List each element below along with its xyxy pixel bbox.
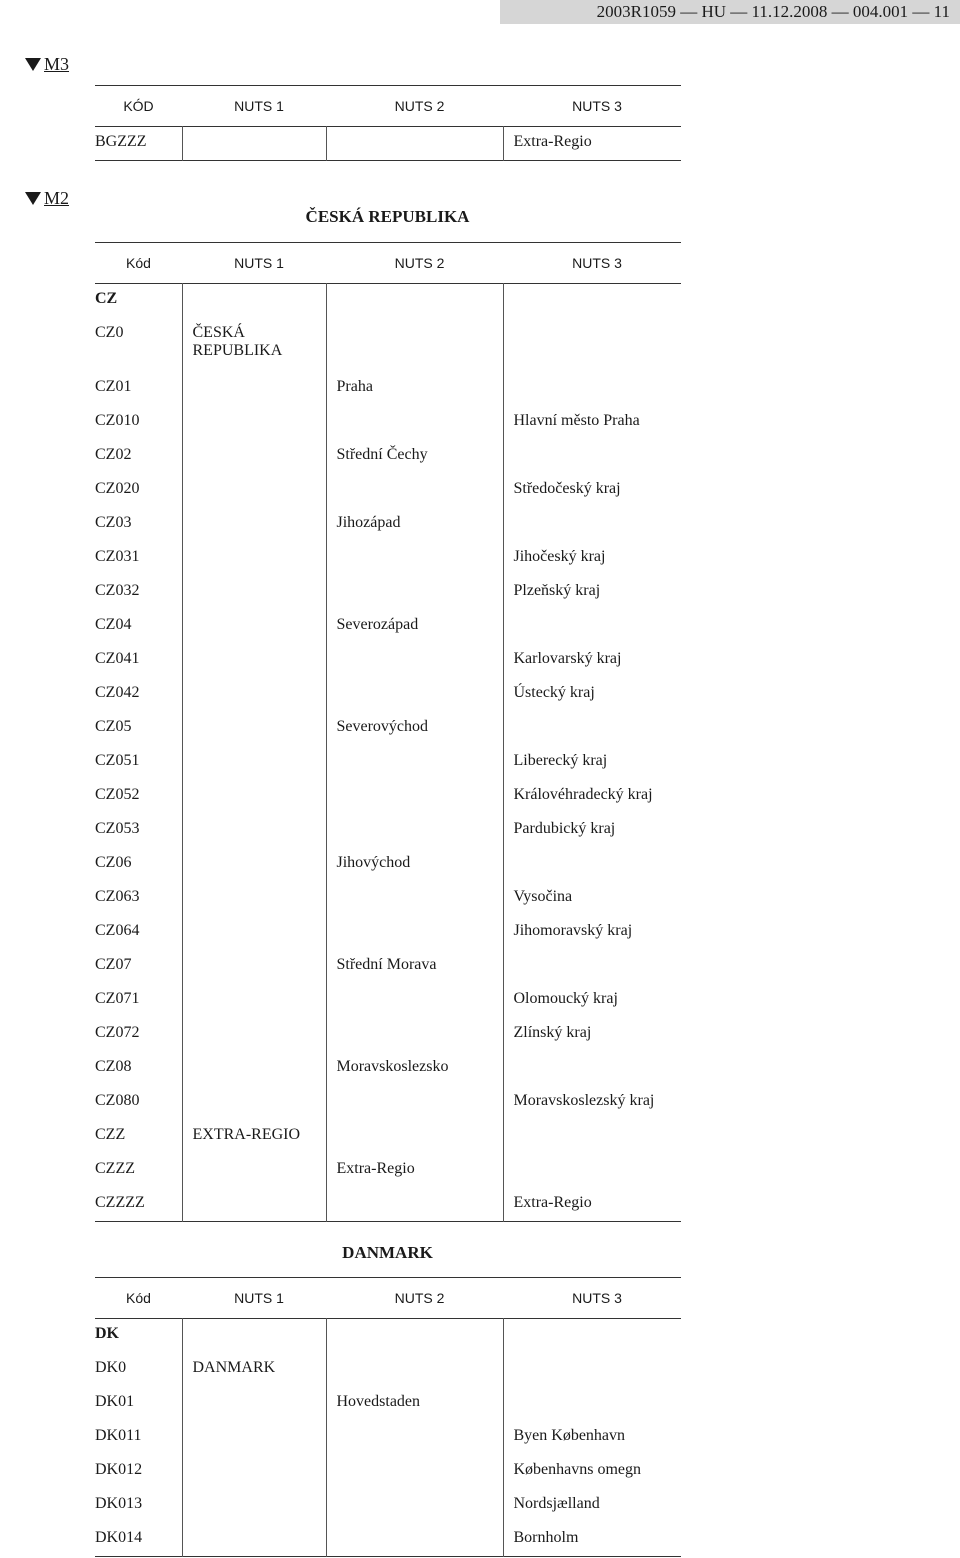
- nuts3-cell: Extra-Regio: [503, 1188, 681, 1222]
- code-cell: CZ01: [95, 377, 132, 395]
- table-row: [95, 916, 681, 950]
- column-header-nuts3: NUTS 3: [572, 1290, 622, 1306]
- nuts1-cell: [182, 542, 326, 576]
- table-row: [95, 814, 681, 848]
- nuts3-cell: [503, 1353, 681, 1387]
- nuts2-cell: Extra-Regio: [326, 1154, 503, 1188]
- table-row: [95, 678, 681, 712]
- nuts1-cell: [182, 712, 326, 746]
- nuts2-cell: [326, 746, 503, 780]
- code-cell: CZ031: [95, 547, 140, 565]
- nuts2-cell: [326, 284, 503, 318]
- nuts2-cell: Hovedstaden: [326, 1387, 503, 1421]
- column-header-code: Kód: [126, 1290, 151, 1306]
- code-cell: CZ06: [95, 853, 132, 871]
- table-m3: [95, 85, 681, 161]
- nuts2-cell: [326, 1489, 503, 1523]
- nuts3-cell: [503, 284, 681, 318]
- nuts1-cell: [182, 1455, 326, 1489]
- section-title-dk: DANMARK: [342, 1243, 433, 1262]
- nuts2-cell: [326, 814, 503, 848]
- table-row: [95, 848, 681, 882]
- table-row: [95, 1319, 681, 1353]
- nuts2-cell: [326, 644, 503, 678]
- nuts3-cell: Karlovarský kraj: [503, 644, 681, 678]
- nuts3-cell: Jihočeský kraj: [503, 542, 681, 576]
- nuts1-cell: [182, 950, 326, 984]
- nuts1-cell: [182, 127, 326, 161]
- table-row: [95, 1154, 681, 1188]
- nuts2-cell: Moravskoslezsko: [326, 1052, 503, 1086]
- code-cell: DK: [95, 1325, 119, 1342]
- nuts2-cell: [326, 916, 503, 950]
- code-cell: CZ080: [95, 1091, 140, 1109]
- table-cz: [95, 242, 681, 1222]
- nuts3-cell: [503, 1387, 681, 1421]
- nuts3-cell: [503, 610, 681, 644]
- table-row: [95, 1052, 681, 1086]
- code-cell: CZ: [95, 290, 118, 307]
- nuts1-cell: [182, 406, 326, 440]
- nuts3-cell: [503, 1319, 681, 1353]
- amendment-marker-m2: [25, 188, 69, 209]
- nuts3-cell: [503, 440, 681, 474]
- table-row: [95, 1421, 681, 1455]
- nuts1-cell: DANMARK: [182, 1353, 326, 1387]
- marker-label: M3: [44, 54, 70, 74]
- code-cell: CZ010: [95, 411, 140, 429]
- table-row: [95, 712, 681, 746]
- nuts3-cell: Nordsjælland: [503, 1489, 681, 1523]
- amendment-marker-m3: [25, 54, 69, 75]
- table-row: [95, 440, 681, 474]
- nuts3-cell: Vysočina: [503, 882, 681, 916]
- nuts3-cell: Extra-Regio: [503, 127, 681, 161]
- nuts3-cell: Liberecký kraj: [503, 746, 681, 780]
- table-row: [95, 950, 681, 984]
- code-cell: CZZZ: [95, 1159, 135, 1177]
- code-cell: CZ020: [95, 479, 140, 497]
- nuts2-cell: Praha: [326, 372, 503, 406]
- table-row: [95, 644, 681, 678]
- nuts1-cell: [182, 440, 326, 474]
- code-cell: CZ063: [95, 887, 140, 905]
- column-header-code: KÓD: [123, 98, 154, 114]
- page-header: [500, 0, 960, 24]
- code-cell: CZ05: [95, 717, 132, 735]
- code-cell: CZ032: [95, 581, 140, 599]
- table-dk: [95, 1277, 681, 1557]
- nuts2-cell: [326, 1353, 503, 1387]
- section-title-cz: ČESKÁ REPUBLIKA: [305, 207, 470, 226]
- nuts2-cell: [326, 474, 503, 508]
- code-cell: DK014: [95, 1528, 143, 1546]
- column-header-nuts2: NUTS 2: [394, 98, 445, 114]
- nuts3-cell: Královéhradecký kraj: [503, 780, 681, 814]
- nuts3-cell: Hlavní město Praha: [503, 406, 681, 440]
- nuts3-cell: [503, 508, 681, 542]
- column-header-nuts2: NUTS 2: [394, 1290, 445, 1306]
- code-cell: CZZ: [95, 1125, 126, 1143]
- nuts3-cell: [503, 848, 681, 882]
- table-row: [95, 127, 681, 161]
- nuts3-cell: Pardubický kraj: [503, 814, 681, 848]
- column-header-nuts1: NUTS 1: [234, 1290, 284, 1306]
- nuts2-cell: [326, 1086, 503, 1120]
- nuts1-cell: [182, 474, 326, 508]
- code-cell: DK011: [95, 1426, 142, 1444]
- nuts2-cell: [326, 984, 503, 1018]
- table-row: [95, 406, 681, 440]
- table-row: [95, 1523, 681, 1557]
- nuts1-cell: [182, 678, 326, 712]
- nuts2-cell: [326, 1018, 503, 1052]
- code-cell: CZ08: [95, 1057, 132, 1075]
- code-cell: DK0: [95, 1358, 127, 1376]
- nuts3-cell: Bornholm: [503, 1523, 681, 1557]
- nuts1-cell: [182, 1421, 326, 1455]
- table-row: [95, 542, 681, 576]
- code-cell: CZ041: [95, 649, 140, 667]
- code-cell: BGZZZ: [95, 133, 147, 150]
- nuts2-cell: Střední Čechy: [326, 440, 503, 474]
- nuts1-cell: [182, 882, 326, 916]
- column-header-code: Kód: [126, 255, 151, 271]
- column-header-nuts3: NUTS 3: [572, 255, 622, 271]
- nuts2-cell: Střední Morava: [326, 950, 503, 984]
- nuts1-cell: [182, 780, 326, 814]
- nuts3-cell: [503, 712, 681, 746]
- code-cell: CZ03: [95, 513, 132, 531]
- table-row: [95, 984, 681, 1018]
- nuts1-cell: [182, 610, 326, 644]
- nuts1-cell: [182, 984, 326, 1018]
- nuts1-cell: EXTRA-REGIO: [182, 1120, 326, 1154]
- table-row: [95, 882, 681, 916]
- table-header-row: [95, 1278, 681, 1319]
- nuts1-cell: [182, 1052, 326, 1086]
- table-row: [95, 576, 681, 610]
- nuts2-cell: [326, 1319, 503, 1353]
- table-row: [95, 746, 681, 780]
- nuts1-cell: [182, 1523, 326, 1557]
- code-cell: CZ051: [95, 751, 140, 769]
- nuts2-cell: [326, 127, 503, 161]
- nuts1-cell: [182, 1489, 326, 1523]
- code-cell: CZ052: [95, 785, 140, 803]
- nuts3-cell: Zlínský kraj: [503, 1018, 681, 1052]
- page-header-text: 2003R1059 — HU — 11.12.2008 — 004.001 — 11: [596, 2, 950, 21]
- column-header-nuts2: NUTS 2: [394, 255, 445, 271]
- table-row: [95, 372, 681, 406]
- nuts2-cell: Jihovýchod: [326, 848, 503, 882]
- table-row: [95, 474, 681, 508]
- nuts1-cell: [182, 1086, 326, 1120]
- nuts3-cell: Středočeský kraj: [503, 474, 681, 508]
- nuts2-cell: [326, 318, 503, 372]
- code-cell: CZ072: [95, 1023, 140, 1041]
- nuts2-cell: [326, 1120, 503, 1154]
- column-header-nuts3: NUTS 3: [572, 98, 622, 114]
- nuts1-cell: [182, 1018, 326, 1052]
- code-cell: CZ0: [95, 323, 124, 341]
- nuts1-cell: [182, 508, 326, 542]
- code-cell: CZ071: [95, 989, 140, 1007]
- nuts1-cell: [182, 576, 326, 610]
- nuts1-cell: [182, 814, 326, 848]
- nuts1-cell: [182, 372, 326, 406]
- nuts3-cell: Plzeňský kraj: [503, 576, 681, 610]
- nuts1-cell: [182, 916, 326, 950]
- column-header-nuts1: NUTS 1: [234, 98, 284, 114]
- table-row: [95, 780, 681, 814]
- table-row: [95, 318, 681, 372]
- nuts1-cell: [182, 1188, 326, 1222]
- nuts3-cell: [503, 950, 681, 984]
- nuts2-cell: [326, 780, 503, 814]
- table-row: [95, 1353, 681, 1387]
- nuts2-cell: [326, 882, 503, 916]
- nuts3-cell: [503, 1154, 681, 1188]
- nuts1-cell: [182, 746, 326, 780]
- nuts3-cell: Jihomoravský kraj: [503, 916, 681, 950]
- nuts2-cell: [326, 542, 503, 576]
- code-cell: CZ04: [95, 615, 132, 633]
- nuts2-cell: [326, 1188, 503, 1222]
- nuts1-cell: [182, 644, 326, 678]
- table-header-row: [95, 86, 681, 127]
- table-row: [95, 1188, 681, 1222]
- code-cell: DK01: [95, 1392, 135, 1410]
- nuts1-cell: [182, 1387, 326, 1421]
- nuts2-cell: Jihozápad: [326, 508, 503, 542]
- table-row: [95, 1489, 681, 1523]
- table-row: [95, 1387, 681, 1421]
- table-header-row: [95, 243, 681, 284]
- nuts3-cell: [503, 372, 681, 406]
- nuts3-cell: Ústecký kraj: [503, 678, 681, 712]
- table-row: [95, 1018, 681, 1052]
- table-row: [95, 610, 681, 644]
- code-cell: CZ053: [95, 819, 140, 837]
- code-cell: CZ07: [95, 955, 132, 973]
- triangle-down-icon: [25, 58, 41, 71]
- nuts2-cell: [326, 406, 503, 440]
- nuts1-cell: [182, 284, 326, 318]
- triangle-down-icon: [25, 192, 41, 205]
- nuts3-cell: [503, 1120, 681, 1154]
- nuts2-cell: [326, 1421, 503, 1455]
- nuts1-cell: [182, 1154, 326, 1188]
- nuts2-cell: Severozápad: [326, 610, 503, 644]
- nuts3-cell: Olomoucký kraj: [503, 984, 681, 1018]
- nuts2-cell: [326, 678, 503, 712]
- table-row: [95, 1086, 681, 1120]
- nuts1-cell: [182, 848, 326, 882]
- code-cell: CZZZZ: [95, 1193, 145, 1211]
- code-cell: DK012: [95, 1460, 143, 1478]
- table-row: [95, 1120, 681, 1154]
- nuts1-cell: ČESKÁ REPUBLIKA: [182, 318, 326, 372]
- code-cell: DK013: [95, 1494, 143, 1512]
- table-row: [95, 508, 681, 542]
- nuts3-cell: Moravskoslezský kraj: [503, 1086, 681, 1120]
- nuts3-cell: Københavns omegn: [503, 1455, 681, 1489]
- nuts3-cell: Byen København: [503, 1421, 681, 1455]
- code-cell: CZ042: [95, 683, 140, 701]
- nuts1-cell: [182, 1319, 326, 1353]
- nuts2-cell: [326, 1523, 503, 1557]
- code-cell: CZ064: [95, 921, 140, 939]
- table-row: [95, 284, 681, 318]
- table-row: [95, 1455, 681, 1489]
- nuts3-cell: [503, 318, 681, 372]
- nuts2-cell: [326, 1455, 503, 1489]
- code-cell: CZ02: [95, 445, 132, 463]
- marker-label: M2: [44, 188, 70, 208]
- nuts3-cell: [503, 1052, 681, 1086]
- column-header-nuts1: NUTS 1: [234, 255, 284, 271]
- nuts2-cell: Severovýchod: [326, 712, 503, 746]
- nuts2-cell: [326, 576, 503, 610]
